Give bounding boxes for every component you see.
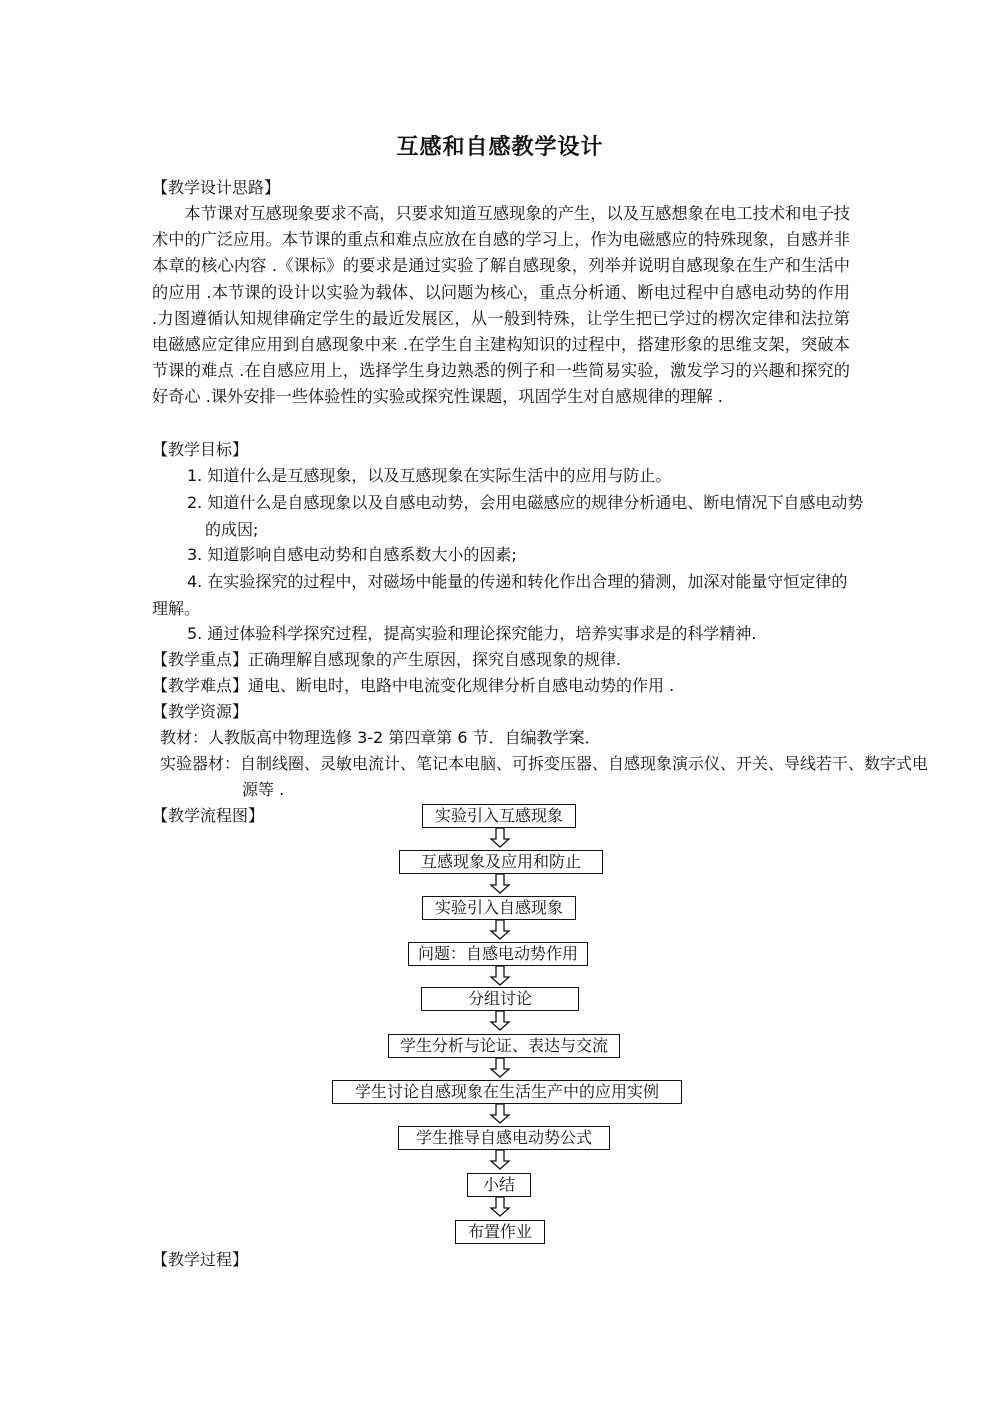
flow-arrow-icon	[488, 1150, 512, 1170]
difficulty-text: 通电、断电时，电路中电流变化规律分析自感电动势的作用 .	[248, 676, 675, 695]
difficulty-line	[152, 673, 674, 699]
flow-arrow-icon	[488, 1197, 512, 1217]
key-point-text: 正确理解自感现象的产生原因，探究自感现象的规律.	[248, 650, 622, 669]
design-idea-heading: 【教学设计思路】	[152, 178, 281, 197]
process-heading: 【教学过程】	[152, 1250, 249, 1269]
key-point-heading: 【教学重点】	[152, 650, 249, 669]
flow-arrow-icon	[488, 966, 512, 986]
resources-heading: 【教学资源】	[152, 702, 249, 721]
document-title: 互感和自感教学设计	[396, 135, 604, 160]
flow-arrow-icon	[488, 874, 512, 894]
objective-item-3: 3. 知道影响自感电动势和自感系数大小的因素;	[187, 545, 517, 564]
flow-step-4: 问题：自感电动势作用	[408, 942, 588, 966]
resources-textbook: 教材：人教版高中物理选修 3-2 第四章第 6 节．自编教学案．	[160, 728, 601, 747]
flowchart-heading: 【教学流程图】	[152, 806, 265, 825]
resources-equipment: 实验器材：自制线圈、灵敏电流计、笔记本电脑、可拆变压器、自感现象演示仪、开关、导线若干、数字式电源等 .	[160, 754, 929, 799]
objective-item-4: 4. 在实验探究的过程中，对磁场中能量的传递和转化作出合理的猜测，加深对能量守恒定律的理解。	[152, 572, 848, 618]
key-point-line	[152, 647, 621, 673]
flow-arrow-icon	[488, 1058, 512, 1078]
flow-step-1: 实验引入互感现象	[422, 804, 576, 828]
flow-step-9: 小结	[467, 1173, 531, 1197]
design-idea-paragraph: 本节课对互感现象要求不高，只要求知道互感现象的产生，以及互感想象在电工技术和电子技术中的广泛应用。本节课的重点和难点应放在自感的学习上，作为电磁感应的特殊现象，自感并非本章的核心内容 .《课标》的要求是通过实验了解自感现象，列举并说明自感现象在生产和生活中的应用 .本节课的设计以实验为载体、以问题为核心，重点分析通、断电过程中自感电动势的作用 .力图遵循认知规律确定学生的最近发展区，从一般到特殊，让学生把已学过的楞次定律和法拉第电磁感应定律应用到自感现象中来 .在学生自主建构知识的过程中，搭建形象的思维支架，突破本节课的难点 .在自感应用上，选择学生身边熟悉的例子和一些简易实验，激发学习的兴趣和探究的好奇心 .课外安排一些体验性的实验或探究性课题，巩固学生对自感规律的理解 .	[152, 204, 850, 407]
flow-arrow-icon	[488, 1104, 512, 1124]
objective-item-1: 1. 知道什么是互感现象，以及互感现象在实际生活中的应用与防止。	[187, 466, 672, 485]
flow-step-5: 分组讨论	[421, 987, 579, 1011]
objective-item-2: 2. 知道什么是自感现象以及自感电动势，会用电磁感应的规律分析通电、断电情况下自感电动势的成因;	[187, 493, 864, 539]
flow-arrow-icon	[488, 920, 512, 940]
flow-step-3: 实验引入自感现象	[422, 896, 576, 920]
flow-step-7: 学生讨论自感现象在生活生产中的应用实例	[332, 1080, 682, 1104]
objectives-heading: 【教学目标】	[152, 440, 249, 459]
flow-step-6: 学生分析与论证、表达与交流	[388, 1034, 620, 1058]
difficulty-heading: 【教学难点】	[152, 676, 249, 695]
flow-arrow-icon	[488, 828, 512, 848]
flow-step-10: 布置作业	[455, 1220, 545, 1244]
flow-arrow-icon	[488, 1011, 512, 1031]
flow-step-2: 互感现象及应用和防止	[399, 850, 603, 874]
flow-step-8: 学生推导自感电动势公式	[398, 1126, 610, 1150]
objective-item-5: 5. 通过体验科学探究过程，提高实验和理论探究能力，培养实事求是的科学精神.	[187, 624, 757, 643]
